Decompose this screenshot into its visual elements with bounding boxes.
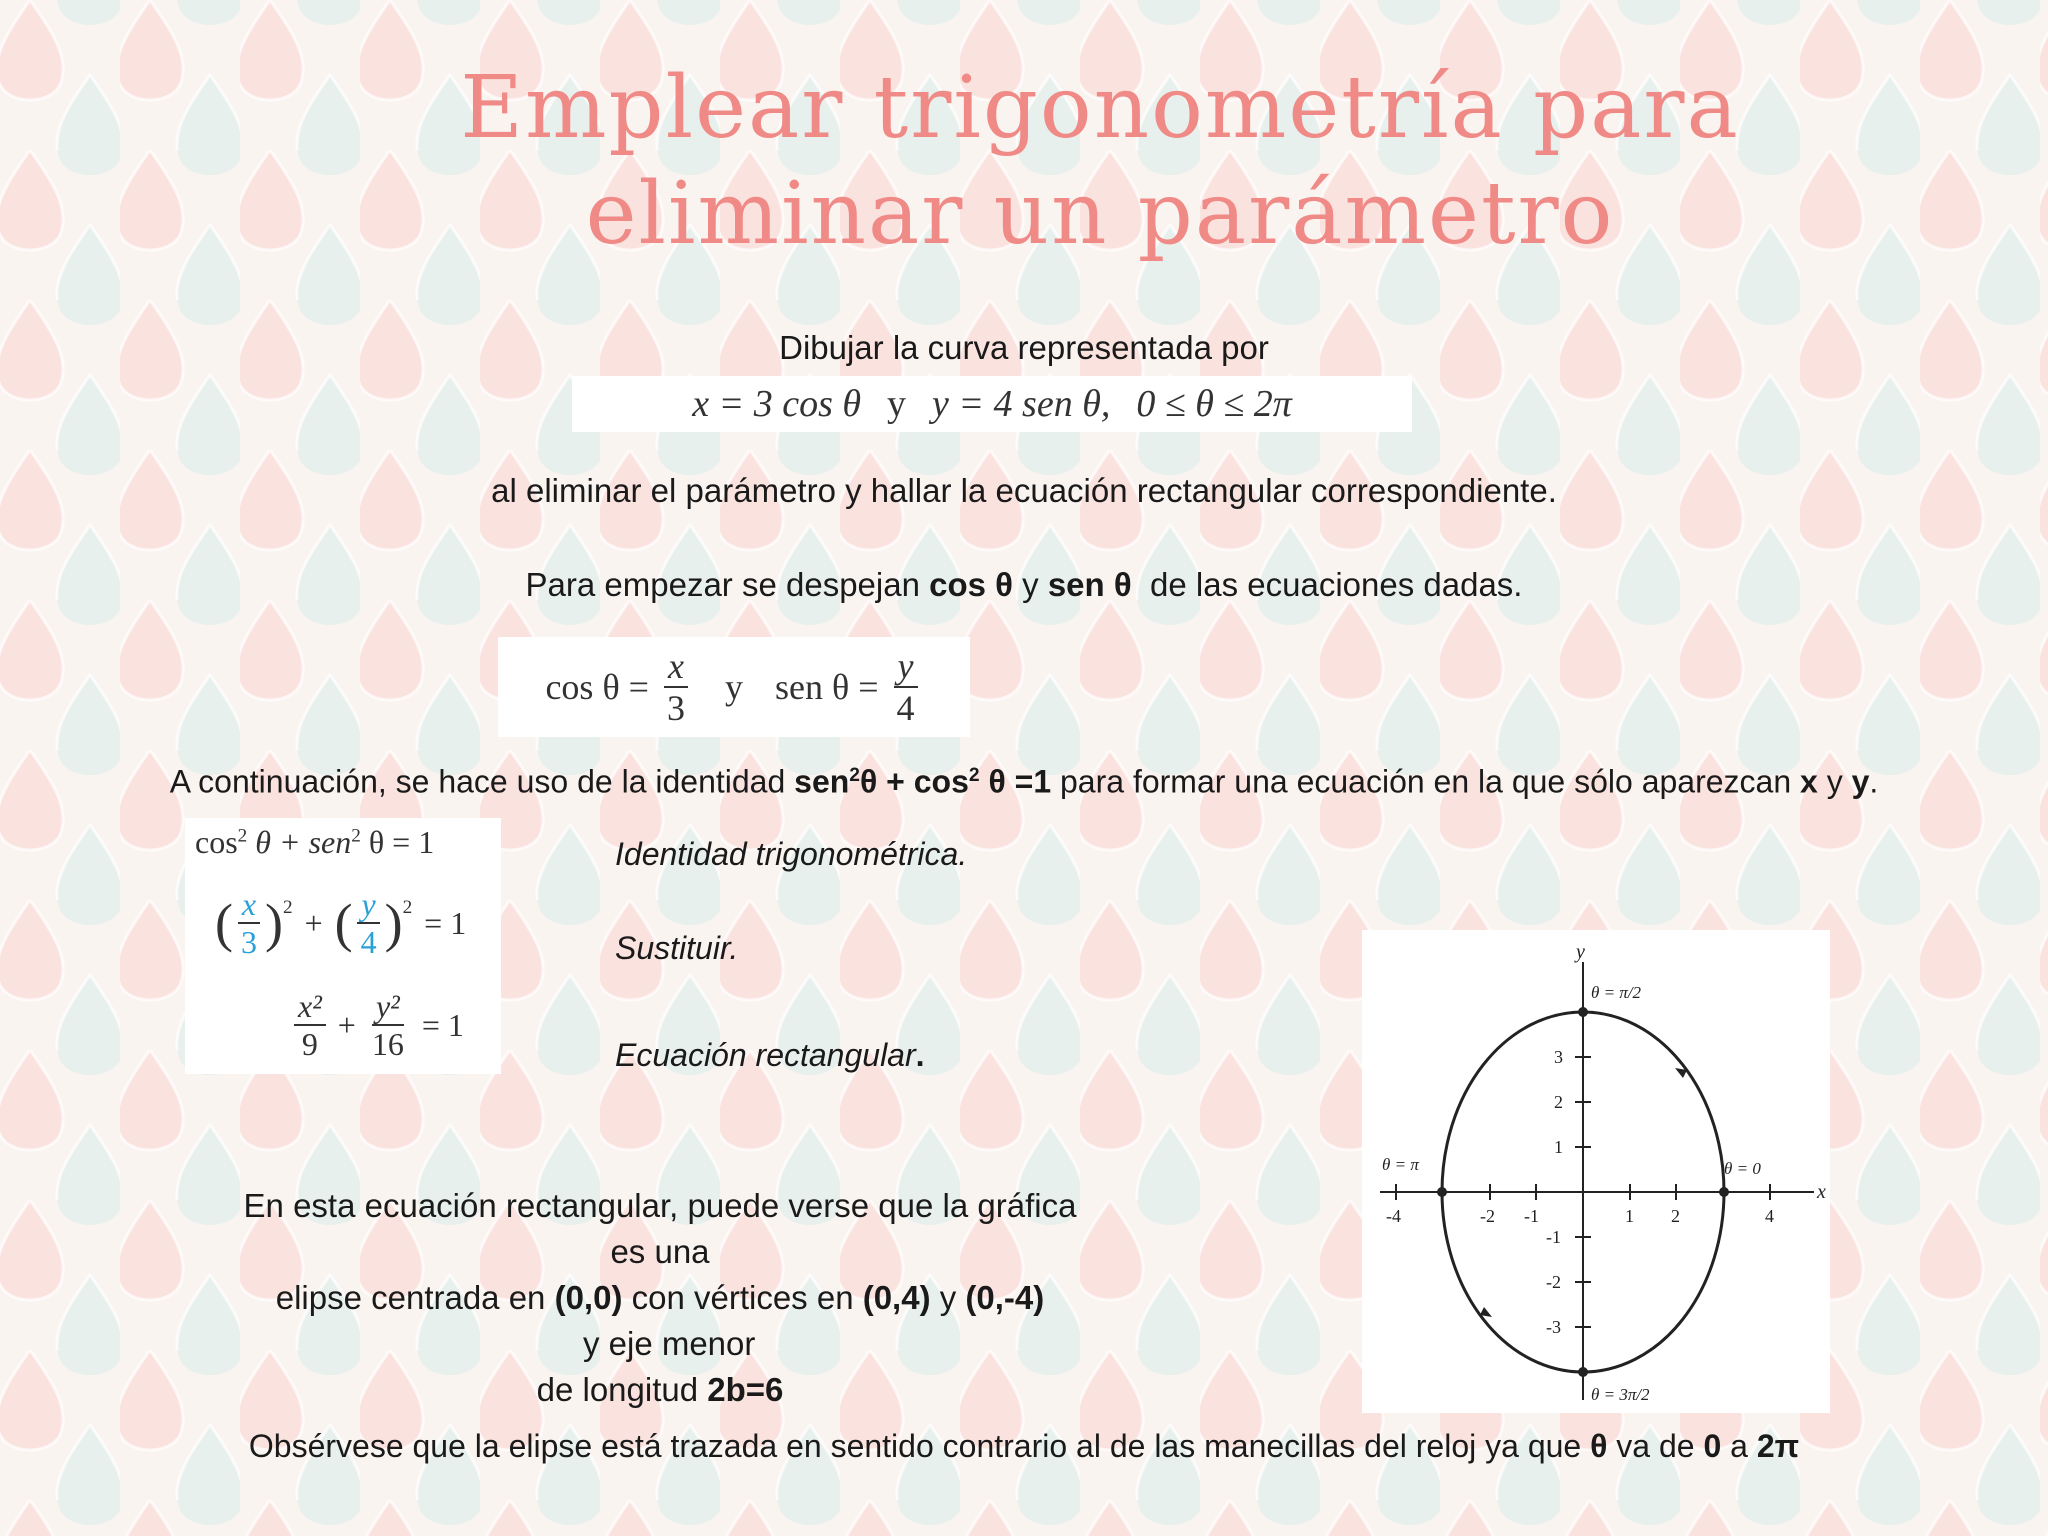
y-over-4: $\frac{y}{4}$: [893, 648, 919, 726]
footer-text: Obsérvese que la elipse está trazada en sentido contrario al de las manecillas del reloj ya que θ va de 0 a 2π: [248, 1428, 1800, 1464]
step1-text: [0, 562, 2048, 608]
derivation-substitution: ( $\frac{x}{3}$ ) 2 + ( $\frac{y}{4}$ ) 2 = 1: [215, 886, 467, 960]
y-tick-label: -3: [1546, 1317, 1561, 1337]
label-rectangular: Ecuación rectangular.: [615, 1037, 925, 1073]
y-tick-label: 1: [1554, 1137, 1563, 1157]
x-axis-label: x: [1817, 1181, 1826, 1203]
step1-sen: sen θ: [1047, 566, 1132, 603]
intro-line-1: Dibujar la curva representada por: [779, 329, 1269, 366]
label-identity: Identidad trigonométrica.: [615, 836, 968, 872]
page-title: [200, 55, 2000, 267]
step1-suffix: de las ecuaciones dadas.: [1131, 566, 1523, 603]
y-axis-label: y: [1576, 941, 1585, 963]
equation-connector: y: [887, 383, 907, 425]
equation-range: 0 ≤ θ ≤ 2π: [1136, 383, 1292, 425]
vertex-right: [1719, 1187, 1729, 1197]
step2-text: A continuación, se hace uso de la identidad $sen^2\theta + \cos^2 \theta =1$ para formar una ecuación en la que sólo aparezcan x y y.: [169, 763, 1879, 800]
step1-prefix: Para empezar se despejan: [525, 566, 930, 603]
x-over-3: $\frac{x}{3}$: [663, 648, 689, 726]
theta-bottom-label: θ = 3π/2: [1591, 1385, 1650, 1404]
vertex-top: [1578, 1007, 1588, 1017]
derivation-identity: $\cos^2 \theta + sen^2$ θ = 1: [195, 824, 435, 860]
y-tick-label: 2: [1554, 1092, 1563, 1112]
theta-right-label: θ = 0: [1724, 1159, 1761, 1178]
title-line-1: Emplear trigonometría para: [460, 58, 1740, 158]
equation-x: x = 3 cos θ: [692, 383, 862, 425]
x-tick-label: -4: [1386, 1206, 1401, 1226]
sen-lhs: sen θ =: [775, 667, 879, 707]
derivation-box: [185, 818, 501, 1074]
step1-cos: cos θ: [929, 566, 1013, 603]
y-tick-label: 3: [1554, 1047, 1563, 1067]
title-line-2: eliminar un parámetro: [585, 164, 1615, 264]
ellipse-graph: [1362, 930, 1830, 1413]
parametric-equation: [572, 376, 1412, 432]
derivation-result: $\frac{\text{x²}}{9}$ + $\frac{\text{y²}}{16}$ = 1: [290, 990, 464, 1060]
step1-mid: y: [1012, 566, 1048, 603]
x-tick-label: 4: [1765, 1206, 1774, 1226]
ellipse-graph-svg: [1362, 930, 1830, 1413]
vertex-left: [1437, 1187, 1447, 1197]
x-tick-label: -1: [1524, 1206, 1539, 1226]
y-tick-label: -2: [1546, 1272, 1561, 1292]
x-tick-label: 1: [1625, 1206, 1634, 1226]
vertex-bottom: [1578, 1367, 1588, 1377]
cos-sen-equations: [498, 637, 970, 737]
x-tick-label: 2: [1671, 1206, 1680, 1226]
x-tick-label: -2: [1480, 1206, 1495, 1226]
label-substitute: Sustituir.: [615, 930, 739, 966]
intro-line-2: al eliminar el parámetro y hallar la ecuación rectangular correspondiente.: [491, 472, 1557, 509]
equation-y: y = 4 sen θ,: [932, 383, 1111, 425]
theta-top-label: θ = π/2: [1591, 983, 1642, 1002]
eq-connector: y: [725, 667, 743, 707]
conclusion-text: En esta ecuación rectangular, puede verse que la gráfica es una elipse centrada en (0,0) con vértices en (0,4) y (0,-4) y eje menor de longitud 2b=6: [243, 1187, 1077, 1408]
cos-lhs: cos θ =: [545, 667, 649, 707]
y-tick-label: -1: [1546, 1227, 1561, 1247]
theta-left-label: θ = π: [1382, 1155, 1419, 1174]
